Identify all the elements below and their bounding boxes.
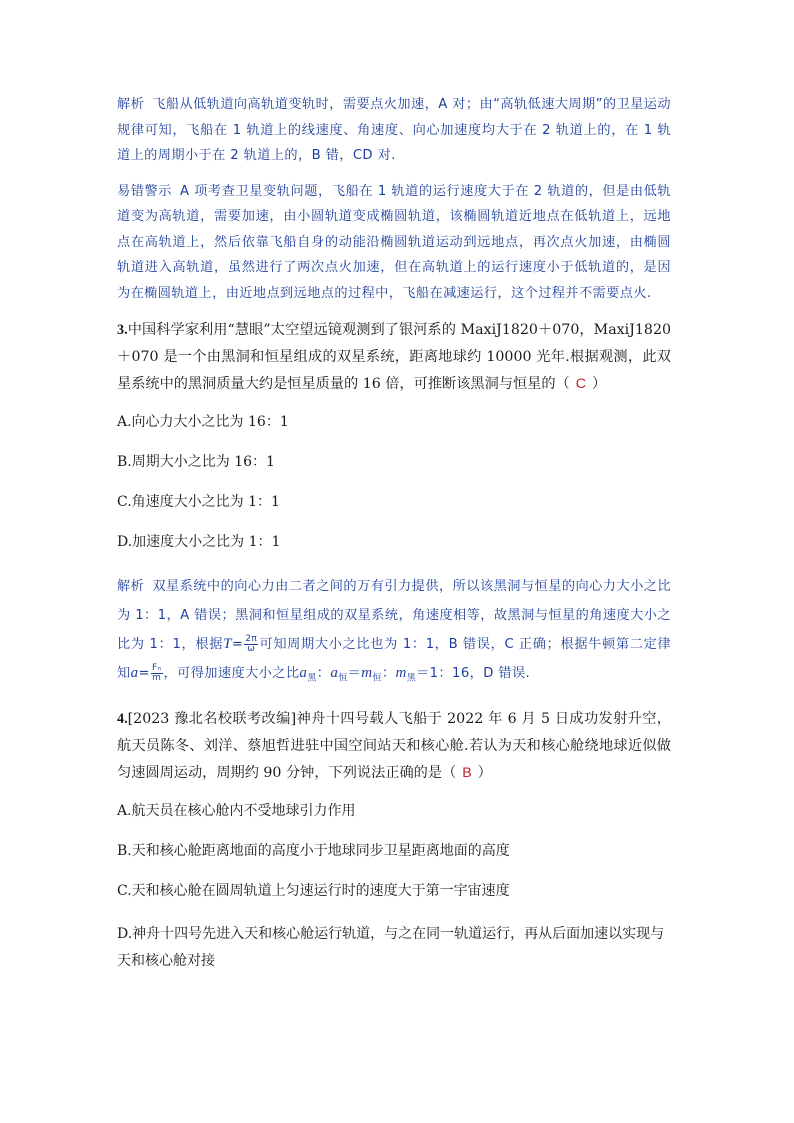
- error-warning: [117, 179, 671, 307]
- formula-var: T: [223, 636, 232, 652]
- q3-option-a: A.向心力大小之比为 16：1: [117, 414, 289, 430]
- q3-option-c: C.角速度大小之比为 1：1: [117, 494, 280, 510]
- explanation-text: 可知周期大小之比也为 1：1，B 错误，C 正确；根据牛顿第二定律知: [117, 637, 672, 681]
- question-text: 中国科学家利用“慧眼”太空望远镜观测到了银河系的 MaxiJ1820＋070，MaxiJ1820＋070 是一个由黑洞和恒星组成的双星系统，距离地球约 10000 光年.根据观测，此双星系统中的黑洞质量大约是恒星质量的 16 倍，可推断该黑洞与恒星的（: [117, 322, 671, 392]
- fraction-2pi-omega: [244, 635, 258, 654]
- q3-option-b: B.周期大小之比为 16：1: [117, 454, 275, 470]
- explanation-1: [117, 92, 671, 169]
- formula-eq: ＝: [347, 666, 362, 681]
- frac-top: Fₙ: [151, 662, 162, 673]
- question-text: [2023 豫北名校联考改编]神舟十四号载人飞船于 2022 年 6 月 5 日成功发射升空，航天员陈冬、刘洋、蔡旭哲进驻中国空间站天和核心舱.若认为天和核心舱绕地球近似做匀速圆周运动，周期约 90 分钟，下列说法正确的是（: [117, 710, 671, 781]
- formula-var: a: [299, 665, 308, 681]
- q4-option-a: A.航天员在核心舱内不受地球引力作用: [117, 802, 356, 819]
- close-paren: ）: [591, 376, 607, 392]
- formula-var: m: [395, 665, 407, 681]
- answer-letter: C: [575, 376, 586, 392]
- explanation-tag: 解析: [117, 97, 145, 112]
- formula-colon: ：: [381, 666, 396, 681]
- formula-var: m: [361, 665, 373, 681]
- q4-option-b: B.天和核心舱距离地面的高度小于地球同步卫星距离地面的高度: [117, 842, 510, 859]
- explanation-text: ＝1：16，D 错误.: [416, 666, 531, 681]
- explanation-text: ，可得加速度大小之比: [163, 666, 300, 681]
- warning-tag: 易错警示: [117, 183, 173, 199]
- formula-eq: =: [138, 666, 150, 681]
- formula-sub: 黑: [406, 673, 417, 684]
- answer-letter: B: [462, 764, 472, 781]
- formula-var: a: [330, 665, 339, 681]
- warning-text: A 项考查卫星变轨问题，飞船在 1 轨道的运行速度大于在 2 轨道的，但是由低轨道变为高轨道，需要加速，由小圆轨道变成椭圆轨道，该椭圆轨道近地点在低轨道上，远地点在高轨道上，然后依靠飞船自身的动能沿椭圆轨道运动到远地点，再次点火加速，由椭圆轨道进入高轨道，虽然进行了两次点火加速，但在高轨道上的运行速度小于低轨道的，是因为在椭圆轨道上，由近地点到远地点的过程中，飞船在减速运行，这个过程并不需要点火.: [117, 183, 671, 301]
- q3-option-d: D.加速度大小之比为 1：1: [117, 534, 281, 550]
- explanation-tag: 解析: [117, 579, 145, 594]
- fraction-f-m: [151, 664, 163, 683]
- q4-option-d: D.神舟十四号先进入天和核心舱运行轨道，与之在同一轨道运行，再从后面加速以实现与天和核心舱对接: [117, 925, 665, 969]
- question-3-stem: [117, 317, 671, 398]
- formula-eq: =: [231, 637, 244, 652]
- close-paren: ）: [477, 764, 492, 781]
- document-page: [117, 92, 671, 975]
- frac-top: 2π: [245, 633, 258, 644]
- question-4-stem: [117, 706, 671, 787]
- frac-bottom: m: [152, 672, 162, 683]
- question-number: 4.: [117, 710, 128, 727]
- explanation-3: [117, 572, 671, 694]
- formula-sub: 黑: [307, 673, 317, 684]
- frac-bottom: ω: [247, 643, 256, 654]
- q4-option-c: C.天和核心舱在圆周轨道上匀速运行时的速度大于第一宇宙速度: [117, 882, 510, 899]
- formula-sub: 恒: [338, 673, 348, 684]
- formula-sub: 恒: [372, 673, 382, 684]
- formula-var: a: [130, 665, 139, 681]
- explanation-text: 飞船从低轨道向高轨道变轨时，需要点火加速，A 对；由“高轨低速大周期”的卫星运动规律可知，飞船在 1 轨道上的线速度、角速度、向心加速度均大于在 2 轨道上的，在 1 轨道上的周期小于在 2 轨道上的，B 错，CD 对.: [117, 97, 671, 163]
- explanation-text: 双星系统中的向心力由二者之间的万有引力提供，所以该黑洞与恒星的向心力大小之比为 1：1，A 错误；黑洞和恒星组成的双星系统，角速度相等，故黑洞与恒星的角速度大小之比为 1：1，根据: [117, 579, 671, 652]
- formula-colon: ：: [316, 666, 331, 681]
- question-number: 3.: [117, 322, 128, 338]
